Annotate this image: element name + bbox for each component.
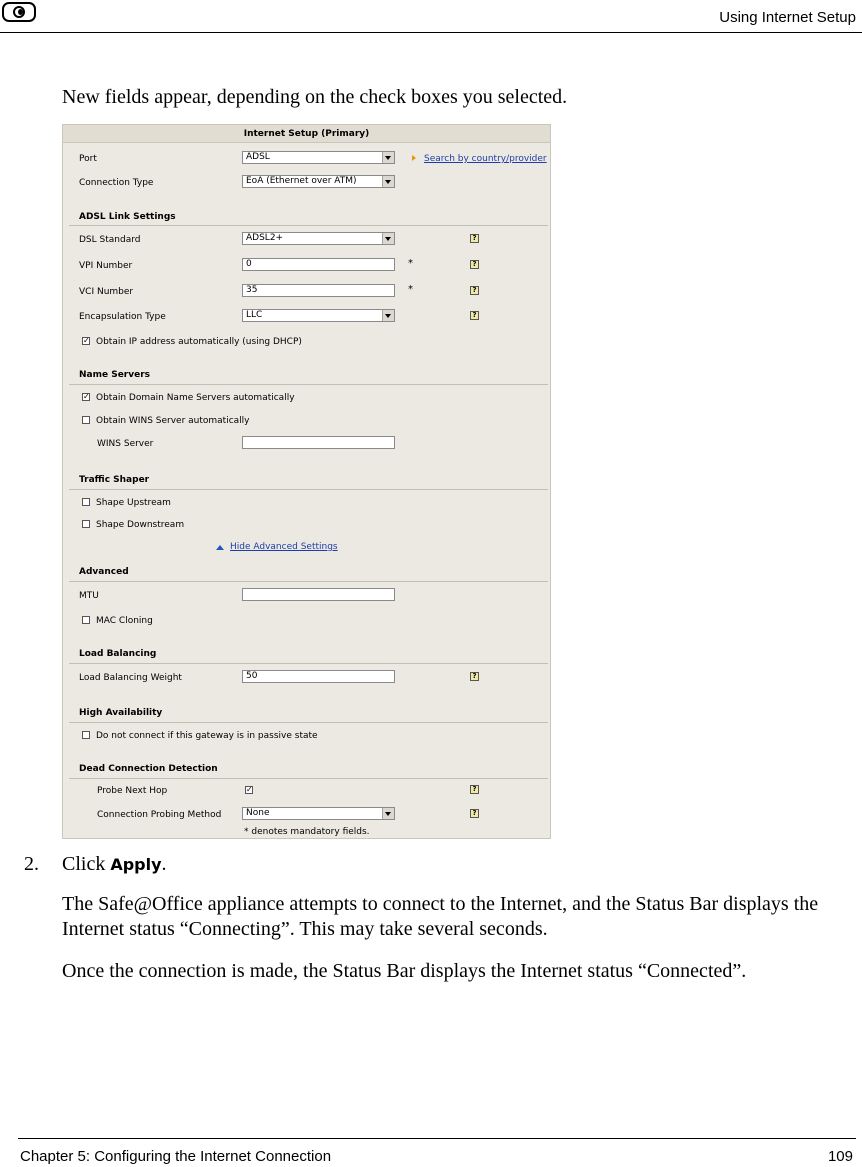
mandatory-note: * denotes mandatory fields. [244,827,370,837]
step-number: 2. [24,853,39,875]
mtu-input[interactable] [242,588,395,601]
section-advanced: Advanced [79,567,129,577]
step-prefix: Click [62,853,111,875]
port-select[interactable]: ADSL [242,151,395,164]
vci-number-label: VCI Number [79,287,134,297]
dsl-standard-label: DSL Standard [79,235,141,245]
page-header [0,0,862,33]
help-icon[interactable]: ? [470,311,479,320]
required-asterisk: * [408,258,413,269]
help-icon[interactable]: ? [470,286,479,295]
apply-button-reference: Apply [110,855,162,874]
hide-advanced-settings-link[interactable]: Hide Advanced Settings [230,542,338,552]
dns-auto-checkbox[interactable]: ✓ [83,392,90,401]
shape-upstream-label: Shape Upstream [96,498,171,508]
internet-setup-screenshot [62,124,551,839]
probe-method-label: Connection Probing Method [97,810,222,820]
dhcp-checkbox[interactable]: ✓ [83,336,90,345]
vpi-number-input[interactable]: 0 [242,258,395,271]
chevron-down-icon [382,233,394,244]
section-traffic-shaper: Traffic Shaper [79,475,150,485]
ha-passive-checkbox[interactable] [82,731,90,739]
lb-weight-input[interactable]: 50 [242,670,395,683]
section-divider [69,581,548,582]
page-footer [18,1138,856,1167]
probe-method-select[interactable]: None [242,807,395,820]
shape-upstream-checkbox[interactable] [82,498,90,506]
wins-server-label: WINS Server [97,439,154,449]
section-divider [69,489,548,490]
intro-text: New fields appear, depending on the check boxes you selected. [62,86,568,108]
mtu-label: MTU [79,591,99,601]
check-point-logo-icon [2,2,36,22]
section-adsl-link-settings: ADSL Link Settings [79,212,176,222]
section-divider [69,663,548,664]
help-icon[interactable]: ? [470,260,479,269]
section-dead-connection-detection: Dead Connection Detection [79,764,218,774]
section-divider [69,384,548,385]
paragraph-connected: Once the connection is made, the Status Bar displays the Internet status “Connected”. [62,960,747,982]
ha-passive-label: Do not connect if this gateway is in passive state [96,731,318,741]
vci-number-input[interactable]: 35 [242,284,395,297]
mac-cloning-label: MAC Cloning [96,616,153,626]
shape-downstream-label: Shape Downstream [96,520,185,530]
screenshot-title: Internet Setup (Primary) [243,129,370,139]
section-divider [69,225,548,226]
dsl-standard-select[interactable]: ADSL2+ [242,232,395,245]
section-divider [69,778,548,779]
dhcp-label: Obtain IP address automatically (using DHCP) [96,337,302,347]
connection-type-label: Connection Type [79,178,154,188]
help-icon[interactable]: ? [470,672,479,681]
probe-next-hop-label: Probe Next Hop [97,786,168,796]
section-divider [69,722,548,723]
mac-cloning-checkbox[interactable] [82,616,90,624]
connection-type-select[interactable]: EoA (Ethernet over ATM) [242,175,395,188]
vpi-number-label: VPI Number [79,261,133,271]
chevron-down-icon [382,310,394,321]
encapsulation-type-label: Encapsulation Type [79,312,166,322]
dns-auto-label: Obtain Domain Name Servers automatically [96,393,295,403]
shape-downstream-checkbox[interactable] [82,520,90,528]
help-icon[interactable]: ? [470,809,479,818]
wins-auto-checkbox[interactable] [82,416,90,424]
arrow-up-icon [216,545,224,550]
section-load-balancing: Load Balancing [79,649,157,659]
lb-weight-label: Load Balancing Weight [79,673,182,683]
step-text [62,853,167,876]
footer-chapter: Chapter 5: Configuring the Internet Connection [20,1148,332,1165]
search-by-country-link[interactable]: Search by country/provider [424,154,547,164]
chevron-down-icon [382,808,394,819]
header-title: Using Internet Setup [719,9,856,26]
section-high-availability: High Availability [79,708,163,718]
encapsulation-type-select[interactable]: LLC [242,309,395,322]
help-icon[interactable]: ? [470,785,479,794]
footer-page-number: 109 [827,1148,853,1165]
port-label: Port [79,154,97,164]
wins-server-input[interactable] [242,436,395,449]
required-asterisk: * [408,284,413,295]
probe-next-hop-checkbox[interactable]: ✓ [246,785,253,794]
section-name-servers: Name Servers [79,370,151,380]
paragraph-connecting: The Safe@Office appliance attempts to connect to the Internet, and the Status Bar displays the Internet status “Connecting”. This may take several seconds. [62,893,819,940]
help-icon[interactable]: ? [470,234,479,243]
step-suffix: . [161,853,167,875]
wins-auto-label: Obtain WINS Server automatically [96,416,250,426]
arrow-right-icon [412,155,416,161]
chevron-down-icon [382,176,394,187]
chevron-down-icon [382,152,394,163]
